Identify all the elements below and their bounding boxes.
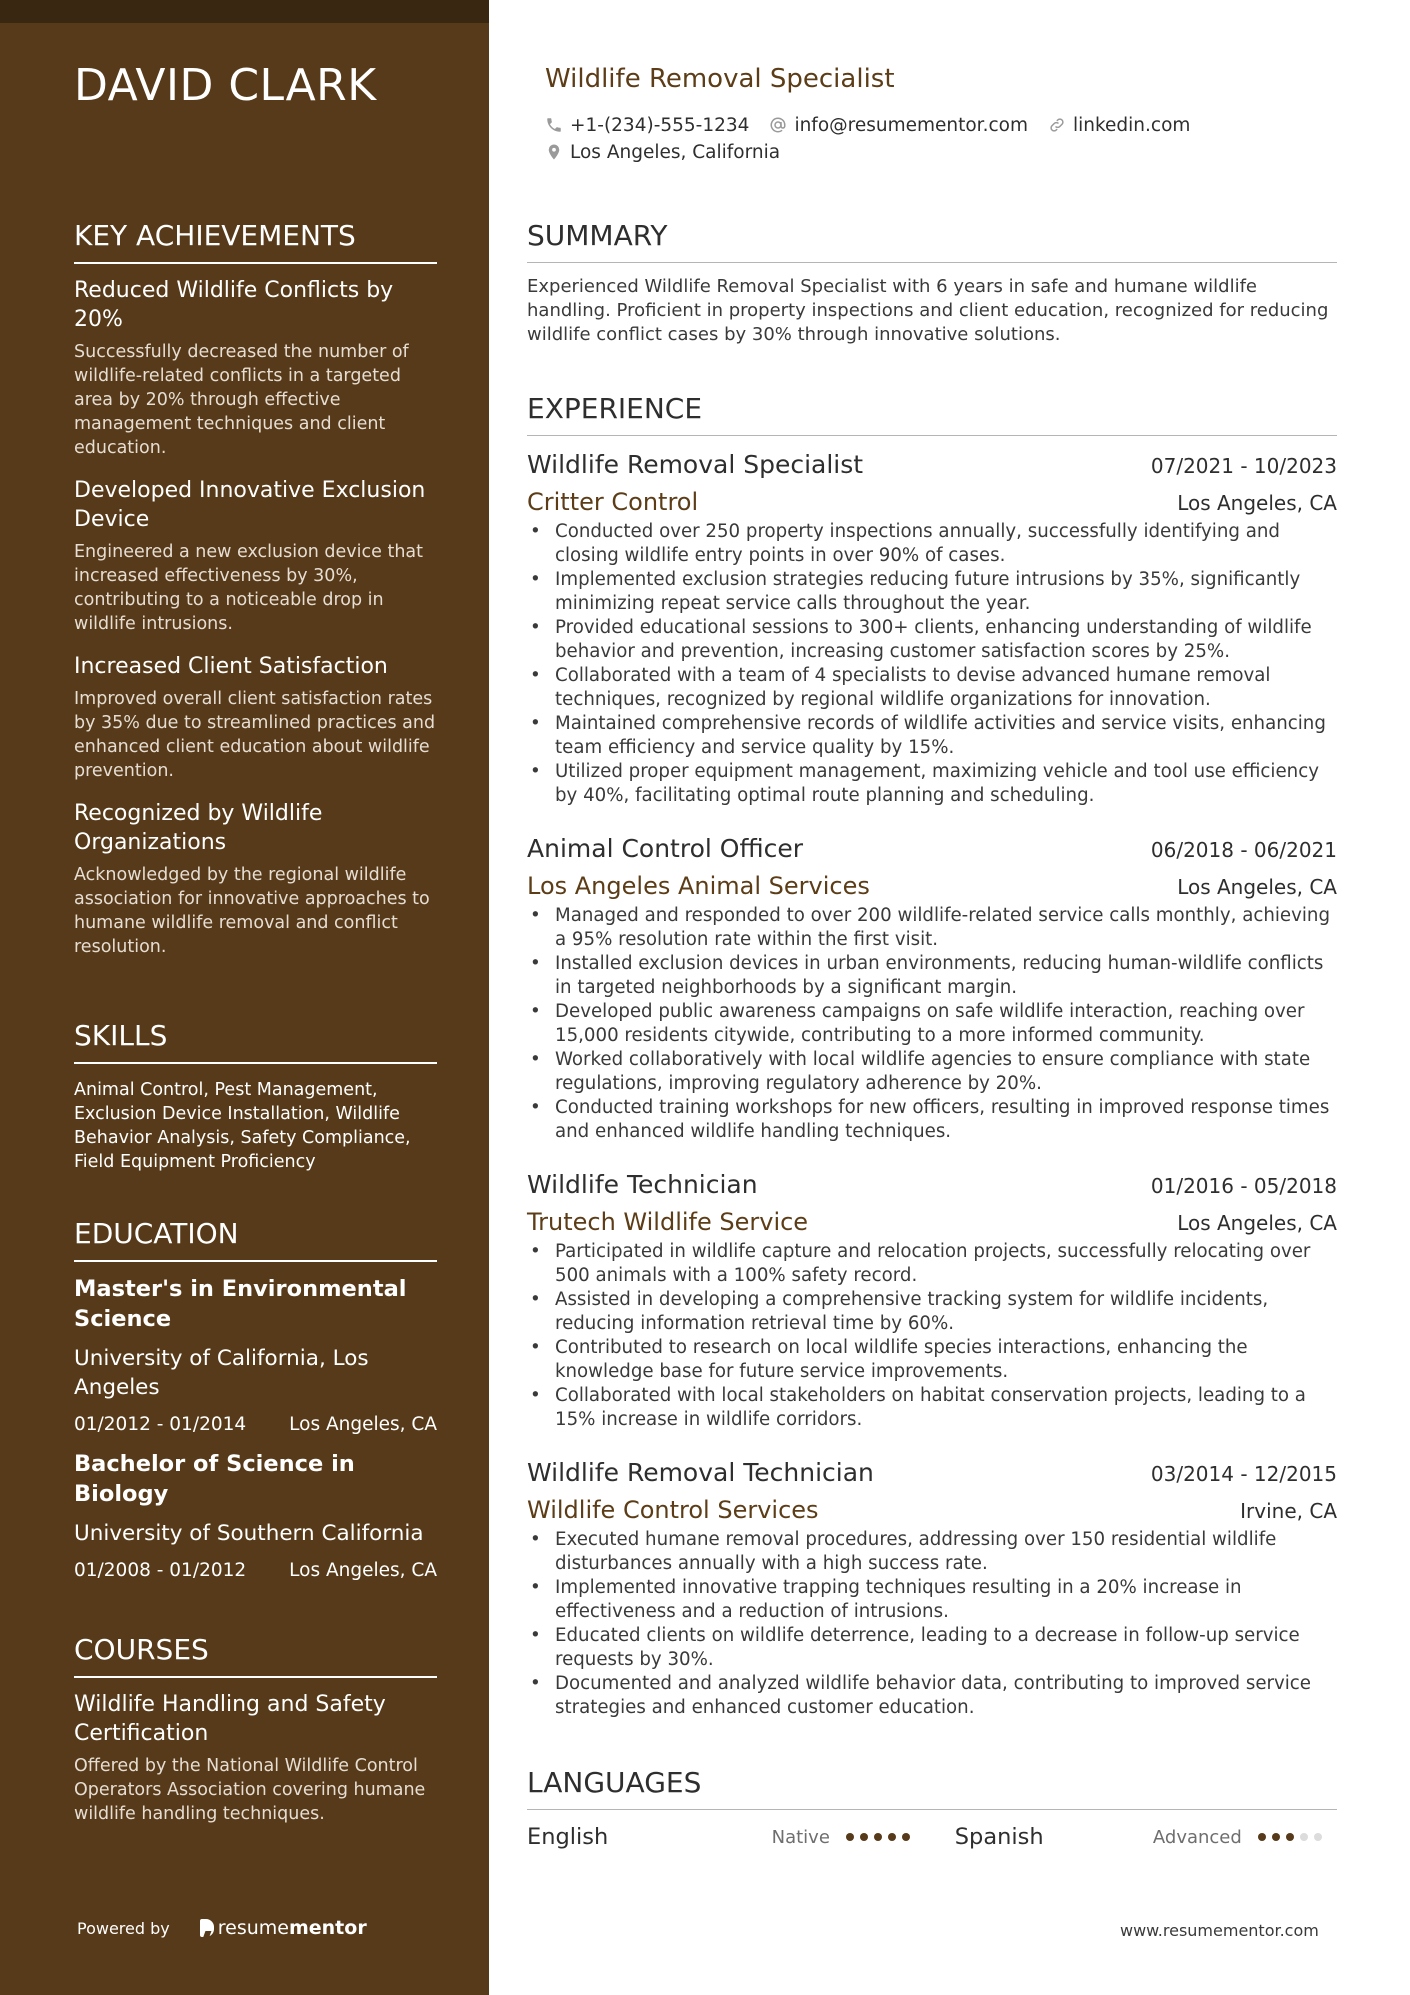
- link-icon: [1048, 116, 1066, 134]
- job-dates: 03/2014 - 12/2015: [1150, 1462, 1337, 1486]
- experience-heading: EXPERIENCE: [527, 392, 1337, 436]
- experience-item: [527, 450, 1337, 808]
- language-name: English: [527, 1824, 609, 1850]
- education-degree: Master's in Environmental Science: [74, 1276, 407, 1332]
- rating-dot-filled: [846, 1833, 854, 1841]
- job-location: Irvine, CA: [1240, 1499, 1337, 1523]
- job-location: Los Angeles, CA: [1177, 491, 1337, 515]
- job-bullets: [527, 520, 1337, 808]
- job-header: [527, 450, 1337, 479]
- rating-dot-filled: [874, 1833, 882, 1841]
- education-dates: 01/2012 - 01/2014: [74, 1414, 247, 1435]
- job-role: Animal Control Officer: [527, 834, 804, 863]
- job-bullet: • Installed exclusion devices in urban environments, reducing human-wildlife conflicts in targeted neighborhoods by a significant margin.: [527, 952, 1337, 1000]
- job-company: Los Angeles Animal Services: [527, 872, 870, 900]
- job-header: [527, 1458, 1337, 1487]
- education-item: [74, 1274, 437, 1435]
- education-location: Los Angeles, CA: [289, 1560, 437, 1581]
- education-meta: [74, 1560, 437, 1581]
- language-level: Native: [771, 1826, 830, 1848]
- job-bullet: • Utilized proper equipment management, maximizing vehicle and tool use efficiency by 40%, facilitating optimal route planning and scheduling.: [527, 760, 1337, 808]
- resumementor-logo-icon: [200, 1919, 214, 1937]
- job-bullet: • Maintained comprehensive records of wildlife activities and service visits, enhancing team efficiency and service quality by 15%.: [527, 712, 1337, 760]
- skills-list: Animal Control, Pest Management, Exclusion Device Installation, Wildlife Behavior Analysis, Safety Compliance, Field Equipment Proficiency: [74, 1080, 411, 1172]
- key-achievements-heading: KEY ACHIEVEMENTS: [74, 219, 437, 264]
- footer-url[interactable]: www.resumementor.com: [1120, 1921, 1319, 1940]
- job-bullet: • Developed public awareness campaigns on safe wildlife interaction, reaching over 15,000 residents citywide, contributing to a more informed community.: [527, 1000, 1337, 1048]
- achievement-description: Successfully decreased the number of wildlife-related conflicts in a targeted area by 20% through effective management techniques and client education.: [74, 342, 409, 458]
- education-heading: EDUCATION: [74, 1217, 437, 1262]
- contact-row: [545, 112, 1210, 138]
- skills-section: [74, 1019, 437, 1174]
- achievement-description: Improved overall client satisfaction rates by 35% due to streamlined practices and enhanced client education about wildlife prevention.: [74, 689, 436, 781]
- job-bullet: • Executed humane removal procedures, addressing over 150 residential wildlife disturbances annually with a high success rate.: [527, 1528, 1337, 1576]
- experience-item: [527, 834, 1337, 1144]
- achievement-title: Reduced Wildlife Conflicts by 20%: [74, 278, 394, 332]
- course-item: [74, 1690, 437, 1826]
- experience-item: [527, 1458, 1337, 1720]
- job-bullet: • Contributed to research on local wildlife species interactions, enhancing the knowledge base for future service improvements.: [527, 1336, 1337, 1384]
- language-name: Spanish: [954, 1824, 1044, 1850]
- rating-dot-filled: [1272, 1833, 1280, 1841]
- job-bullet: • Worked collaboratively with local wildlife agencies to ensure compliance with state regulations, improving regulatory adherence by 20%.: [527, 1048, 1337, 1096]
- job-subheader: [527, 1496, 1337, 1524]
- job-title: Wildlife Removal Specialist: [545, 64, 895, 94]
- job-location: Los Angeles, CA: [1177, 875, 1337, 899]
- job-bullet: • Implemented innovative trapping techniques resulting in a 20% increase in effectiveness and a reduction of intrusions.: [527, 1576, 1337, 1624]
- job-bullet: • Collaborated with a team of 4 specialists to devise advanced humane removal techniques, recognized by regional wildlife organizations for innovation.: [527, 664, 1337, 712]
- achievement-title: Increased Client Satisfaction: [74, 654, 388, 679]
- job-location: Los Angeles, CA: [1177, 1211, 1337, 1235]
- language-level: Advanced: [1152, 1826, 1242, 1848]
- job-subheader: [527, 1208, 1337, 1236]
- language-rating: [1258, 1833, 1337, 1841]
- rating-dot-filled: [1258, 1833, 1266, 1841]
- summary-heading: SUMMARY: [527, 219, 1337, 263]
- education-location: Los Angeles, CA: [289, 1414, 437, 1435]
- skills-heading: SKILLS: [74, 1019, 437, 1064]
- phone-text: +1-(234)-555-1234: [570, 114, 750, 136]
- job-header: [527, 1170, 1337, 1199]
- job-bullet: • Educated clients on wildlife deterrence, leading to a decrease in follow-up service requests by 30%.: [527, 1624, 1337, 1672]
- summary-text: Experienced Wildlife Removal Specialist with 6 years in safe and humane wildlife handling. Proficient in property inspections and client education, recognized for reducing wildlife conflict cases by 30% through innovative solutions.: [527, 276, 1329, 345]
- rating-dot-empty: [1314, 1833, 1322, 1841]
- education-degree: Bachelor of Science in Biology: [74, 1451, 355, 1507]
- languages-section: [527, 1766, 1337, 1850]
- job-bullet: • Collaborated with local stakeholders on habitat conservation projects, leading to a 15% increase in wildlife corridors.: [527, 1384, 1337, 1432]
- experience-item: [527, 1170, 1337, 1432]
- brand-bold: mentor: [288, 1917, 367, 1939]
- achievement-title: Recognized by Wildlife Organizations: [74, 801, 323, 855]
- job-bullet: • Managed and responded to over 200 wildlife-related service calls monthly, achieving a 95% resolution rate within the first visit.: [527, 904, 1337, 952]
- job-company: Trutech Wildlife Service: [527, 1208, 809, 1236]
- resumementor-logo[interactable]: [200, 1917, 367, 1939]
- contact-phone[interactable]: [545, 115, 749, 136]
- achievement-item: [74, 476, 437, 636]
- powered-by: [77, 1917, 367, 1939]
- sidebar-top-bar: [0, 0, 489, 23]
- location-pin-icon: [545, 143, 563, 161]
- job-bullets: [527, 1240, 1337, 1432]
- job-subheader: [527, 872, 1337, 900]
- rating-dot-filled: [860, 1833, 868, 1841]
- job-header: [527, 834, 1337, 863]
- job-company: Wildlife Control Services: [527, 1496, 819, 1524]
- job-bullets: [527, 1528, 1337, 1720]
- powered-by-label: Powered by: [77, 1918, 170, 1938]
- key-achievements-section: [74, 219, 437, 959]
- at-icon: [769, 116, 787, 134]
- course-title: Wildlife Handling and Safety Certification: [74, 1692, 386, 1746]
- summary-section: [527, 219, 1337, 347]
- job-bullet: • Implemented exclusion strategies reducing future intrusions by 35%, significantly minimizing repeat service calls throughout the year.: [527, 568, 1337, 616]
- job-role: Wildlife Removal Specialist: [527, 450, 864, 479]
- courses-heading: COURSES: [74, 1633, 437, 1678]
- education-meta: [74, 1414, 437, 1435]
- linkedin-text: linkedin.com: [1072, 114, 1191, 136]
- job-bullet: • Conducted training workshops for new officers, resulting in improved response times and enhanced wildlife handling techniques.: [527, 1096, 1337, 1144]
- rating-dot-filled: [888, 1833, 896, 1841]
- course-description: Offered by the National Wildlife Control Operators Association covering humane wildlife handling techniques.: [74, 1756, 426, 1824]
- job-subheader: [527, 488, 1337, 516]
- candidate-name: DAVID CLARK: [74, 60, 377, 111]
- rating-dot-empty: [1300, 1833, 1308, 1841]
- job-bullet: • Conducted over 250 property inspections annually, successfully identifying and closing wildlife entry points in over 90% of cases.: [527, 520, 1337, 568]
- phone-icon: [545, 116, 563, 134]
- job-dates: 07/2021 - 10/2023: [1150, 454, 1337, 478]
- job-dates: 01/2016 - 05/2018: [1150, 1174, 1337, 1198]
- location-text: Los Angeles, California: [570, 141, 781, 163]
- education-dates: 01/2008 - 01/2012: [74, 1560, 247, 1581]
- rating-dot-filled: [902, 1833, 910, 1841]
- contact-info: [545, 112, 1210, 166]
- achievement-item: [74, 652, 437, 783]
- email-text: info@resumementor.com: [794, 114, 1028, 136]
- job-role: Wildlife Technician: [527, 1170, 758, 1199]
- job-bullet: • Assisted in developing a comprehensive tracking system for wildlife incidents, reducing information retrieval time by 60%.: [527, 1288, 1337, 1336]
- languages-row: [527, 1824, 1337, 1850]
- job-bullets: [527, 904, 1337, 1144]
- achievement-item: [74, 276, 437, 460]
- contact-location: [545, 142, 780, 163]
- contact-linkedin[interactable]: [1048, 115, 1190, 136]
- education-school: University of California, Los Angeles: [74, 1346, 369, 1400]
- job-role: Wildlife Removal Technician: [527, 1458, 874, 1487]
- brand-light: resume: [217, 1917, 289, 1939]
- education-school: University of Southern California: [74, 1521, 424, 1546]
- education-section: [74, 1217, 437, 1581]
- experience-section: [527, 392, 1337, 436]
- courses-section: [74, 1633, 437, 1826]
- rating-dot-filled: [1286, 1833, 1294, 1841]
- achievement-description: Engineered a new exclusion device that increased effectiveness by 30%, contributing to a noticeable drop in wildlife intrusions.: [74, 542, 424, 634]
- job-bullet: • Documented and analyzed wildlife behavior data, contributing to improved service strategies and enhanced customer education.: [527, 1672, 1337, 1720]
- achievement-description: Acknowledged by the regional wildlife association for innovative approaches to humane wildlife removal and conflict resolution.: [74, 865, 430, 957]
- job-dates: 06/2018 - 06/2021: [1150, 838, 1337, 862]
- language-rating: [846, 1833, 955, 1841]
- achievement-item: [74, 799, 437, 959]
- languages-heading: LANGUAGES: [527, 1766, 1337, 1810]
- contact-email[interactable]: [769, 115, 1028, 136]
- job-company: Critter Control: [527, 488, 699, 516]
- contact-row: [545, 139, 1210, 165]
- achievement-title: Developed Innovative Exclusion Device: [74, 478, 426, 532]
- education-item: [74, 1449, 437, 1581]
- job-bullet: • Provided educational sessions to 300+ clients, enhancing understanding of wildlife behavior and prevention, increasing customer satisfaction scores by 25%.: [527, 616, 1337, 664]
- job-bullet: • Participated in wildlife capture and relocation projects, successfully relocating over 500 animals with a 100% safety record.: [527, 1240, 1337, 1288]
